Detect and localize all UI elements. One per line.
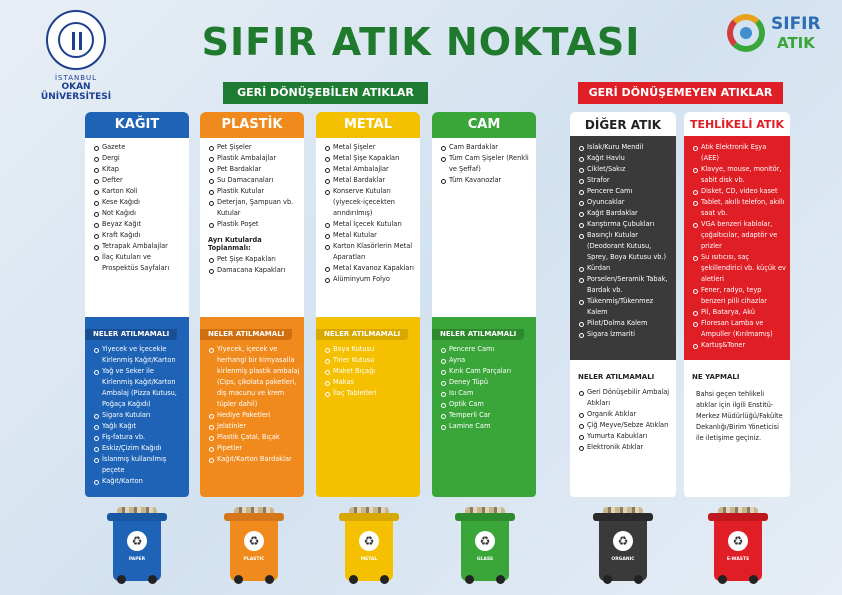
list-item: Kağıt/Karton bbox=[93, 476, 185, 487]
list-item: Plastik Poşet bbox=[208, 219, 300, 230]
list-item: Plastik Çatal, Bıçak bbox=[208, 432, 300, 443]
list-item: Kırık Cam Parçaları bbox=[440, 366, 532, 377]
list-item: Kese Kağıdı bbox=[93, 197, 185, 208]
list-item: Plastik Kutular bbox=[208, 186, 300, 197]
list-item: Pilot/Dolma Kalem bbox=[578, 318, 672, 329]
recycle-icon: ♻ bbox=[127, 531, 147, 551]
column-title: DİĞER ATIK bbox=[570, 112, 676, 138]
allowed-list-panel bbox=[85, 138, 189, 318]
organic-bin bbox=[593, 507, 653, 585]
allowed-list bbox=[208, 142, 300, 230]
list-item: Strafor bbox=[578, 175, 672, 186]
list-item: Atık Elektronik Eşya (AEE) bbox=[692, 142, 786, 164]
list-item: Kitap bbox=[93, 164, 185, 175]
list-item: Pipetler bbox=[208, 443, 300, 454]
e-waste-bin bbox=[708, 507, 768, 585]
not-allowed-list bbox=[208, 344, 300, 465]
logo-text-sifir: SIFIR bbox=[771, 14, 821, 34]
list-item: Cam Bardaklar bbox=[440, 142, 532, 153]
glass-bin bbox=[455, 507, 515, 585]
list-item: Yiyecek, içecek ve herhangi bir kimyasalla kirlenmiş plastik ambalaj (Cips, çikolata paketleri, diş macunu ve krem tüpler dahil) bbox=[208, 344, 300, 410]
list-item: Gazete bbox=[93, 142, 185, 153]
list-item: Tiner Kutusu bbox=[324, 355, 416, 366]
list-item: Alüminyum Folyo bbox=[324, 274, 416, 285]
list-item: Kürdan bbox=[578, 263, 672, 274]
list-item: Basınçlı Kutular (Deodorant Kutusu, Sprey, Boya Kutusu vb.) bbox=[578, 230, 672, 263]
list-item: Hediye Paketleri bbox=[208, 410, 300, 421]
list-item: Metal Şişe Kapakları bbox=[324, 153, 416, 164]
list-item: Dergi bbox=[93, 153, 185, 164]
list-item: Kağıt Havlu bbox=[578, 153, 672, 164]
what-to-do-panel bbox=[684, 360, 790, 497]
list-item: Metal Şişeler bbox=[324, 142, 416, 153]
list-item: Metal Kutular bbox=[324, 230, 416, 241]
not-allowed-panel bbox=[200, 317, 304, 497]
zero-waste-icon bbox=[727, 14, 765, 52]
not-allowed-list bbox=[93, 344, 185, 487]
bin-label: GLASS bbox=[476, 557, 494, 562]
not-allowed-list bbox=[440, 344, 532, 432]
list-item: Kağıt Bardaklar bbox=[578, 208, 672, 219]
list-item: Metal İçecek Kutuları bbox=[324, 219, 416, 230]
bin-label: E-WASTE bbox=[726, 557, 750, 562]
list-item: Pet Bardaklar bbox=[208, 164, 300, 175]
what-to-do-tab: NE YAPMALI bbox=[684, 372, 747, 383]
list-item: Kraft Kağıdı bbox=[93, 230, 185, 241]
logo-text-atik: ATIK bbox=[777, 34, 815, 52]
column-title: TEHLİKELİ ATIK bbox=[684, 112, 790, 138]
list-item: Organik Atıklar bbox=[578, 409, 672, 420]
list-item: Lamine Cam bbox=[440, 421, 532, 432]
list-item: Optik Cam bbox=[440, 399, 532, 410]
list-item: Pet Şişeler bbox=[208, 142, 300, 153]
plastic-bin bbox=[224, 507, 284, 585]
list-item: Tetrapak Ambalajlar bbox=[93, 241, 185, 252]
column-diger bbox=[570, 112, 676, 497]
list-item: Tüm Cam Şişeler (Renkli ve Şeffaf) bbox=[440, 153, 532, 175]
list-item: Maket Bıçağı bbox=[324, 366, 416, 377]
list-item: Su ısıtıcısı, saç şekillendirici vb. küçük ev aletleri bbox=[692, 252, 786, 285]
list-item: Kartuş&Toner bbox=[692, 340, 786, 351]
list-item: Temperli Car bbox=[440, 410, 532, 421]
list-item: Karton Klasörlerin Metal Aparatları bbox=[324, 241, 416, 263]
list-item: Tablet, akıllı telefon, akıllı saat vb. bbox=[692, 197, 786, 219]
column-title: CAM bbox=[432, 112, 536, 138]
section-recyclable: GERİ DÖNÜŞEBİLEN ATIKLAR bbox=[223, 82, 428, 104]
allowed-list bbox=[692, 142, 786, 351]
list-item: Oyuncaklar bbox=[578, 197, 672, 208]
column-metal bbox=[316, 112, 420, 497]
contact-note: Bahsi geçen tehlikeli atıklar için ilgili Enstitü-Merkez Müdürlüğü/Fakülte Dekanlığı/Birim Yöneticisi ile iletişime geçiniz. bbox=[696, 390, 783, 442]
not-allowed-tab: NELER ATILMAMALI bbox=[200, 329, 292, 340]
list-item: Pencere Camı bbox=[578, 186, 672, 197]
list-item: Karton Koli bbox=[93, 186, 185, 197]
not-allowed-panel bbox=[316, 317, 420, 497]
list-item: VGA benzeri kablolar, çoğaltıcılar, adaptör ve prizler bbox=[692, 219, 786, 252]
list-item: Ciklet/Sakız bbox=[578, 164, 672, 175]
column-cam bbox=[432, 112, 536, 497]
not-allowed-tab: NELER ATILMAMALI bbox=[85, 329, 177, 340]
list-item: Metal Kavanoz Kapakları bbox=[324, 263, 416, 274]
list-item: Porselen/Seramik Tabak, Bardak vb. bbox=[578, 274, 672, 296]
column-kagit bbox=[85, 112, 189, 497]
allowed-list-panel bbox=[570, 138, 676, 360]
allowed-list-panel bbox=[200, 138, 304, 318]
not-allowed-tab: NELER ATILMAMALI bbox=[432, 329, 524, 340]
allowed-list bbox=[324, 142, 416, 285]
list-item: Ayna bbox=[440, 355, 532, 366]
metal-bin bbox=[339, 507, 399, 585]
column-title: PLASTİK bbox=[200, 112, 304, 138]
list-item: Tükenmiş/Tükenmez Kalem bbox=[578, 296, 672, 318]
list-item: Pencere Camı bbox=[440, 344, 532, 355]
recycle-icon: ♻ bbox=[244, 531, 264, 551]
list-item: Yiyecek ve İçecekle Kirlenmiş Kağıt/Karton bbox=[93, 344, 185, 366]
bin-label: PAPER bbox=[128, 557, 146, 562]
list-item: Metal Ambalajlar bbox=[324, 164, 416, 175]
not-allowed-list bbox=[578, 387, 672, 453]
list-item: Kağıt/Karton Bardaklar bbox=[208, 454, 300, 465]
allowed-list-panel bbox=[316, 138, 420, 318]
not-allowed-panel bbox=[570, 360, 676, 497]
not-allowed-tab: NELER ATILMAMALI bbox=[316, 329, 408, 340]
list-item: Konserve Kutuları (yiyecek-içecekten arındırılmış) bbox=[324, 186, 416, 219]
list-item: Beyaz Kağıt bbox=[93, 219, 185, 230]
bin-label: ORGANIC bbox=[611, 557, 635, 562]
column-title: KAĞIT bbox=[85, 112, 189, 138]
list-item: Geri Dönüşebilir Ambalaj Atıkları bbox=[578, 387, 672, 409]
list-item: Sigara Kutuları bbox=[93, 410, 185, 421]
allowed-list bbox=[440, 142, 532, 186]
list-item: Fener, radyo, teyp benzeri pilli cihazlar bbox=[692, 285, 786, 307]
allowed-list bbox=[578, 142, 672, 340]
not-allowed-panel bbox=[85, 317, 189, 497]
page-title: SIFIR ATIK NOKTASI bbox=[201, 20, 641, 64]
allowed-list-panel bbox=[432, 138, 536, 318]
separate-collection-list bbox=[208, 254, 300, 276]
list-item: Defter bbox=[93, 175, 185, 186]
list-item: Su Damacanaları bbox=[208, 175, 300, 186]
recycle-icon: ♻ bbox=[475, 531, 495, 551]
recycle-icon: ♻ bbox=[613, 531, 633, 551]
separate-collection-heading: Ayrı Kutularda Toplanmalı: bbox=[208, 236, 262, 252]
allowed-list bbox=[93, 142, 185, 274]
bin-label: METAL bbox=[360, 557, 378, 562]
list-item: Fiş-fatura vb. bbox=[93, 432, 185, 443]
column-tehlikeli bbox=[684, 112, 790, 497]
list-item: Klavye, mouse, monitör, sabit disk vb. bbox=[692, 164, 786, 186]
list-item: Elektronik Atıklar bbox=[578, 442, 672, 453]
list-item: Deney Tüpü bbox=[440, 377, 532, 388]
list-item: Yumurta Kabukları bbox=[578, 431, 672, 442]
list-item: Yağlı Kağıt bbox=[93, 421, 185, 432]
list-item: Jelatinler bbox=[208, 421, 300, 432]
list-item: Makas bbox=[324, 377, 416, 388]
list-item: Eskiz/Çizim Kağıdı bbox=[93, 443, 185, 454]
not-allowed-list bbox=[324, 344, 416, 399]
paper-bin bbox=[107, 507, 167, 585]
list-item: İlaç Kutuları ve Prospektüs Sayfaları bbox=[93, 252, 185, 274]
list-item: Sigara İzmariti bbox=[578, 329, 672, 340]
bin-label: PLASTIC bbox=[243, 557, 265, 562]
column-plastik bbox=[200, 112, 304, 497]
list-item: Damacana Kapakları bbox=[208, 265, 300, 276]
list-item: Tüm Kavanozlar bbox=[440, 175, 532, 186]
list-item: İslanmış kullanılmış peçete bbox=[93, 454, 185, 476]
list-item: Not Kağıdı bbox=[93, 208, 185, 219]
list-item: İlaç Tabletleri bbox=[324, 388, 416, 399]
list-item: Çiğ Meyve/Sebze Atıkları bbox=[578, 420, 672, 431]
list-item: Pil, Batarya, Akü bbox=[692, 307, 786, 318]
list-item: Disket, CD, video kaset bbox=[692, 186, 786, 197]
logo-text-line1: İSTANBUL bbox=[54, 74, 98, 82]
list-item: Yağ ve Seker ile Kirlenmiş Kağıt/Karton Ambalaj (Pizza Kutusu, Poğaça Kağıdı) bbox=[93, 366, 185, 410]
list-item: Karıştırma Çubukları bbox=[578, 219, 672, 230]
not-allowed-tab: NELER ATILMAMALI bbox=[570, 372, 662, 383]
not-allowed-panel bbox=[432, 317, 536, 497]
list-item: Isı Cam bbox=[440, 388, 532, 399]
list-item: Pet Şişe Kapakları bbox=[208, 254, 300, 265]
list-item: Metal Bardaklar bbox=[324, 175, 416, 186]
allowed-list-panel bbox=[684, 138, 790, 360]
list-item: Boya Kutusu bbox=[324, 344, 416, 355]
column-title: METAL bbox=[316, 112, 420, 138]
logo-text-line2: OKAN ÜNİVERSİTESİ bbox=[40, 82, 112, 102]
sifir-atik-logo bbox=[727, 12, 821, 56]
recycle-icon: ♻ bbox=[728, 531, 748, 551]
list-item: Deterjan, Şampuan vb. Kutular bbox=[208, 197, 300, 219]
section-non-recyclable: GERİ DÖNÜŞEMEYEN ATIKLAR bbox=[578, 82, 783, 104]
recycle-icon: ♻ bbox=[359, 531, 379, 551]
list-item: Plastik Ambalajlar bbox=[208, 153, 300, 164]
list-item: Floresan Lamba ve Ampuller (Kırılmamış) bbox=[692, 318, 786, 340]
list-item: Islak/Kuru Mendil bbox=[578, 142, 672, 153]
